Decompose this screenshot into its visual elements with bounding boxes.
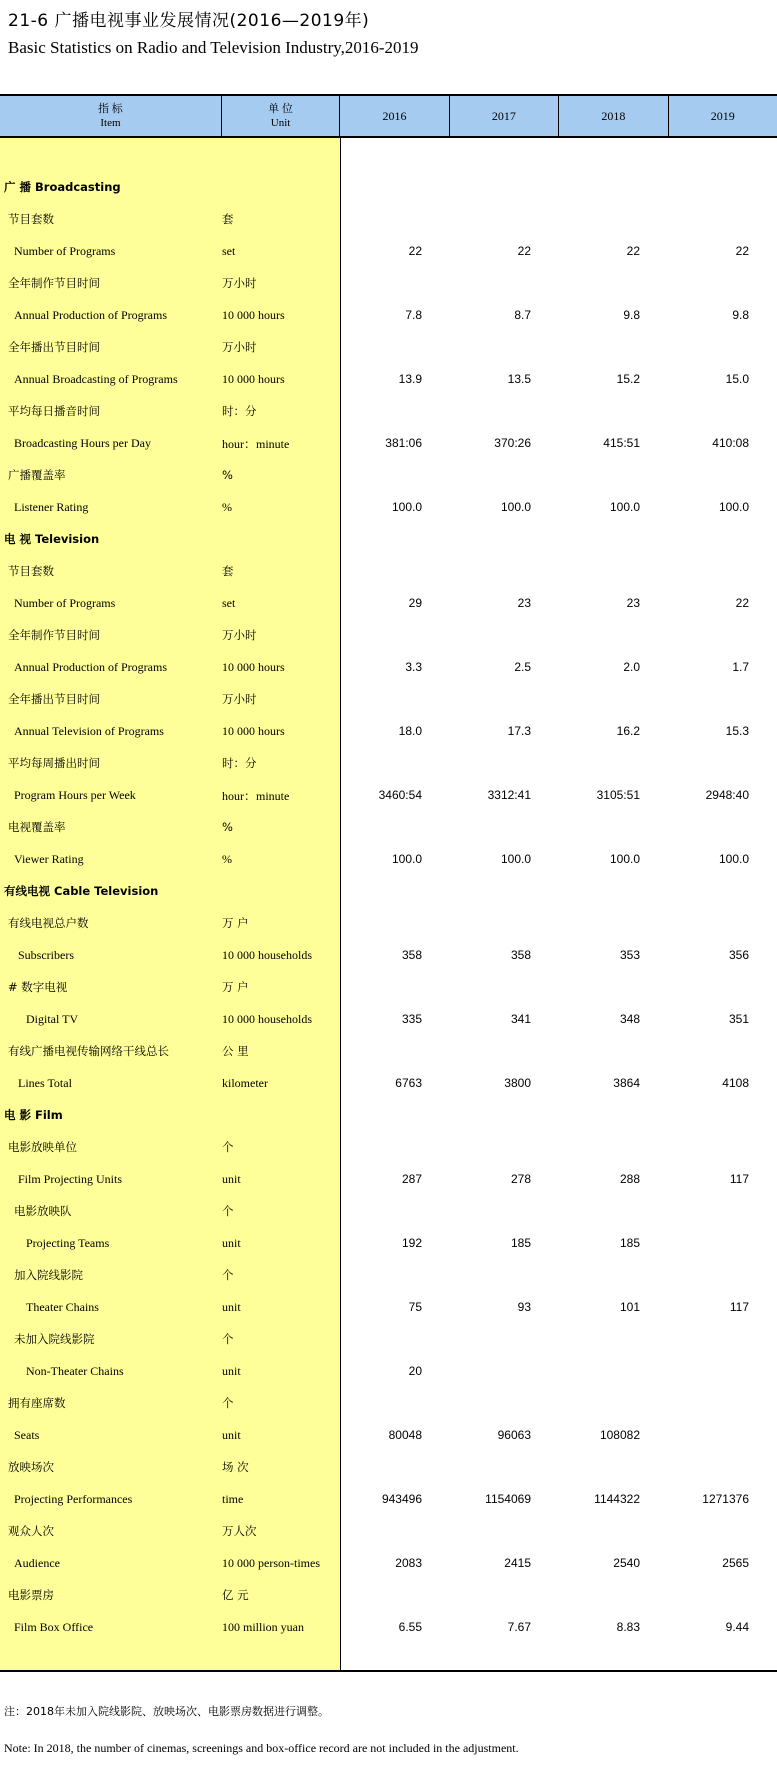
table-row	[0, 683, 777, 715]
value-2019: 22	[735, 244, 749, 258]
value-2016: 287	[401, 1172, 422, 1186]
row-unit: 万小时	[222, 628, 257, 642]
table-row	[0, 395, 777, 427]
value-2017: 185	[510, 1236, 531, 1250]
table-row	[0, 1227, 777, 1259]
row-unit: 万小时	[222, 276, 257, 290]
value-2016: 6.55	[398, 1620, 422, 1634]
section-row	[0, 523, 777, 555]
value-2017: 7.67	[507, 1620, 531, 1634]
value-2016: 6763	[395, 1076, 422, 1090]
table-row	[0, 1611, 777, 1643]
row-item: 电视覆盖率	[8, 820, 66, 834]
row-unit: 亿 元	[222, 1588, 249, 1602]
table-row	[0, 555, 777, 587]
row-unit: 时：分	[222, 756, 257, 770]
row-item: Listener Rating	[14, 499, 89, 514]
row-item: 平均每日播音时间	[8, 404, 100, 418]
table-row	[0, 971, 777, 1003]
statistics-table	[0, 94, 777, 1672]
table-row	[0, 1419, 777, 1451]
section-row	[0, 1099, 777, 1131]
value-2019: 100.0	[718, 500, 749, 514]
value-2019: 4108	[722, 1076, 749, 1090]
value-2017: 13.5	[507, 372, 531, 386]
value-2016: 100.0	[391, 500, 422, 514]
value-2017: 96063	[497, 1428, 531, 1442]
value-2017: 93	[517, 1300, 531, 1314]
value-2018: 16.2	[616, 724, 640, 738]
value-2016: 2083	[395, 1556, 422, 1570]
row-unit: 时：分	[222, 404, 257, 418]
row-item: Projecting Performances	[14, 1491, 133, 1506]
value-2018: 2540	[613, 1556, 640, 1570]
value-2017: 278	[510, 1172, 531, 1186]
value-2019: 15.0	[725, 372, 749, 386]
row-item: 平均每周播出时间	[8, 756, 100, 770]
row-unit: %	[222, 468, 233, 482]
row-unit: kilometer	[222, 1075, 268, 1090]
value-2018: 100.0	[609, 852, 640, 866]
value-2019: 15.3	[725, 724, 749, 738]
row-item: 电影票房	[8, 1588, 54, 1602]
table-row	[0, 619, 777, 651]
value-2017: 370:26	[494, 436, 531, 450]
value-2019: 356	[728, 948, 749, 962]
row-item: 加入院线影院	[14, 1268, 83, 1282]
value-2018: 3105:51	[596, 788, 640, 802]
header-year-2018: 2018	[559, 96, 668, 136]
value-2018: 3864	[613, 1076, 640, 1090]
value-2017: 1154069	[485, 1492, 531, 1506]
header-unit	[222, 96, 340, 136]
table-title-zh: 21-6 广播电视事业发展情况(2016—2019年)	[8, 11, 370, 31]
row-item: 节目套数	[8, 212, 54, 226]
table-row	[0, 1451, 777, 1483]
value-2019: 1.7	[732, 660, 749, 674]
table-row	[0, 1515, 777, 1547]
row-item: 电影放映队	[14, 1204, 72, 1218]
row-unit: 万 户	[222, 916, 249, 930]
row-item: Seats	[14, 1427, 40, 1442]
table-row	[0, 1067, 777, 1099]
row-unit: set	[222, 243, 236, 258]
section-title: 电 视 Television	[4, 532, 100, 546]
table-row	[0, 203, 777, 235]
value-2016: 381:06	[385, 436, 422, 450]
table-row	[0, 491, 777, 523]
value-2018: 100.0	[609, 500, 640, 514]
value-2019: 2948:40	[705, 788, 749, 802]
header-item	[0, 96, 222, 136]
row-item: 有线广播电视传输网络干线总长	[8, 1044, 169, 1058]
row-unit: time	[222, 1491, 244, 1506]
row-unit: 10 000 households	[222, 947, 312, 962]
table-row	[0, 779, 777, 811]
value-2016: 192	[401, 1236, 422, 1250]
row-unit: hour：minute	[222, 788, 290, 803]
header-item-zh: 指 标	[98, 103, 123, 115]
row-unit: 个	[222, 1396, 234, 1410]
value-2017: 3800	[504, 1076, 531, 1090]
row-unit: unit	[222, 1363, 241, 1378]
row-unit: 10 000 hours	[222, 723, 285, 738]
value-2017: 22	[517, 244, 531, 258]
row-item: 节目套数	[8, 564, 54, 578]
row-item: 全年制作节目时间	[8, 276, 100, 290]
row-item: Annual Production of Programs	[14, 659, 167, 674]
value-2016: 7.8	[405, 308, 422, 322]
value-2019: 351	[728, 1012, 749, 1026]
table-row	[0, 299, 777, 331]
value-2018: 1144322	[594, 1492, 640, 1506]
value-2018: 415:51	[603, 436, 640, 450]
row-unit: 10 000 hours	[222, 307, 285, 322]
row-unit: unit	[222, 1171, 241, 1186]
value-2017: 3312:41	[487, 788, 531, 802]
value-2018: 23	[626, 596, 640, 610]
row-item: 全年播出节目时间	[8, 692, 100, 706]
row-unit: 10 000 hours	[222, 659, 285, 674]
value-2018: 288	[619, 1172, 640, 1186]
header-year-2016: 2016	[340, 96, 449, 136]
row-unit: 套	[222, 564, 234, 578]
value-2018: 353	[619, 948, 640, 962]
header-year-2019: 2019	[710, 109, 735, 123]
row-item: Number of Programs	[14, 595, 116, 610]
row-item: Projecting Teams	[26, 1235, 110, 1250]
table-row	[0, 267, 777, 299]
row-item: 观众人次	[8, 1524, 54, 1538]
section-title: 广 播 Broadcasting	[4, 180, 121, 194]
table-row	[0, 427, 777, 459]
value-2018: 2.0	[623, 660, 640, 674]
row-item: Audience	[14, 1555, 60, 1570]
row-item: 电影放映单位	[8, 1140, 77, 1154]
table-row	[0, 331, 777, 363]
value-2016: 100.0	[391, 852, 422, 866]
row-unit: 10 000 person-times	[222, 1555, 320, 1570]
table-row	[0, 1579, 777, 1611]
table-row	[0, 1035, 777, 1067]
table-row	[0, 1291, 777, 1323]
row-item: Viewer Rating	[14, 851, 84, 866]
value-2017: 23	[517, 596, 531, 610]
row-unit: 个	[222, 1140, 234, 1154]
table-row	[0, 1387, 777, 1419]
value-2017: 2415	[504, 1556, 531, 1570]
value-2016: 335	[401, 1012, 422, 1026]
table-row	[0, 843, 777, 875]
row-item: Number of Programs	[14, 243, 116, 258]
table-header	[0, 94, 777, 138]
value-2019: 22	[735, 596, 749, 610]
row-unit: 个	[222, 1204, 234, 1218]
row-item: 广播覆盖率	[8, 468, 66, 482]
row-item: Program Hours per Week	[14, 787, 136, 802]
table-row	[0, 459, 777, 491]
value-2018: 8.83	[616, 1620, 640, 1634]
value-2018: 15.2	[616, 372, 640, 386]
row-item: Broadcasting Hours per Day	[14, 435, 151, 450]
table-row	[0, 363, 777, 395]
value-2018: 348	[619, 1012, 640, 1026]
value-2019: 9.8	[732, 308, 749, 322]
value-2017: 341	[510, 1012, 531, 1026]
row-unit: 万小时	[222, 692, 257, 706]
value-2019: 9.44	[725, 1620, 749, 1634]
value-2017: 17.3	[507, 724, 531, 738]
value-2019: 410:08	[712, 436, 749, 450]
table-row	[0, 235, 777, 267]
row-item: Annual Television of Programs	[14, 723, 164, 738]
table-row	[0, 1259, 777, 1291]
header-year-2017: 2017	[450, 96, 559, 136]
value-2019: 117	[729, 1172, 749, 1186]
row-unit: 万人次	[222, 1524, 257, 1538]
value-2018: 22	[626, 244, 640, 258]
value-2017: 100.0	[500, 852, 531, 866]
row-item: Theater Chains	[26, 1299, 99, 1314]
row-unit: 100 million yuan	[222, 1619, 304, 1634]
value-2016: 20	[408, 1364, 422, 1378]
value-2016: 943496	[381, 1492, 422, 1506]
table-row	[0, 1323, 777, 1355]
table-row	[0, 715, 777, 747]
table-row	[0, 1003, 777, 1035]
section-title: 有线电视 Cable Television	[4, 884, 159, 898]
note-en: Note: In 2018, the number of cinemas, screenings and box-office record are not included in the adjustment.	[4, 1741, 519, 1755]
row-unit: 公 里	[222, 1044, 249, 1058]
value-2019: 117	[729, 1300, 749, 1314]
value-2017: 100.0	[500, 500, 531, 514]
value-2019: 2565	[722, 1556, 749, 1570]
value-2018: 101	[619, 1300, 640, 1314]
row-item: 放映场次	[8, 1460, 54, 1474]
row-item: Lines Total	[18, 1075, 72, 1090]
row-item: 拥有座席数	[8, 1396, 66, 1410]
value-2016: 22	[408, 244, 422, 258]
table-row	[0, 1355, 777, 1387]
section-title: 电 影 Film	[4, 1108, 63, 1122]
row-unit: %	[222, 820, 233, 834]
row-item: Film Box Office	[14, 1619, 94, 1634]
header-unit-en: Unit	[270, 117, 291, 129]
row-unit: 套	[222, 212, 234, 226]
value-2016: 13.9	[398, 372, 422, 386]
table-row	[0, 1131, 777, 1163]
row-unit: set	[222, 595, 236, 610]
table-row	[0, 1195, 777, 1227]
value-2017: 8.7	[514, 308, 531, 322]
row-unit: %	[222, 851, 232, 866]
row-item: Non-Theater Chains	[26, 1363, 124, 1378]
section-row	[0, 171, 777, 203]
value-2016: 3460:54	[378, 788, 422, 802]
row-item: Subscribers	[18, 947, 74, 962]
row-unit: 场 次	[222, 1460, 249, 1474]
note-zh: 注：2018年未加入院线影院、放映场次、电影票房数据进行调整。	[4, 1705, 329, 1718]
row-unit: 个	[222, 1268, 234, 1282]
row-unit: 万小时	[222, 340, 257, 354]
value-2016: 3.3	[405, 660, 422, 674]
table-row	[0, 1163, 777, 1195]
table-row	[0, 1547, 777, 1579]
row-item: Film Projecting Units	[18, 1171, 123, 1186]
row-item: Annual Production of Programs	[14, 307, 167, 322]
row-item: 全年制作节目时间	[8, 628, 100, 642]
row-item: 未加入院线影院	[14, 1332, 95, 1346]
row-unit: unit	[222, 1235, 241, 1250]
row-unit: 万 户	[222, 980, 249, 994]
row-unit: 个	[222, 1332, 234, 1346]
section-row	[0, 875, 777, 907]
header-unit-zh: 单 位	[268, 103, 293, 115]
value-2018: 9.8	[623, 308, 640, 322]
row-unit: unit	[222, 1427, 241, 1442]
table-title-en: Basic Statistics on Radio and Television Industry,2016-2019	[8, 38, 419, 57]
value-2017: 358	[510, 948, 531, 962]
row-unit: hour：minute	[222, 436, 290, 451]
value-2017: 2.5	[514, 660, 531, 674]
row-item: # 数字电视	[8, 980, 68, 994]
value-2016: 75	[408, 1300, 422, 1314]
row-unit: %	[222, 499, 232, 514]
value-2016: 18.0	[398, 724, 422, 738]
row-item: 有线电视总户数	[8, 916, 89, 930]
table-row	[0, 811, 777, 843]
table-row	[0, 939, 777, 971]
table-row	[0, 587, 777, 619]
table-rows	[0, 171, 777, 1643]
value-2016: 358	[401, 948, 422, 962]
row-item: Digital TV	[26, 1011, 79, 1026]
table-row	[0, 651, 777, 683]
value-2016: 29	[408, 596, 422, 610]
table-body	[0, 138, 777, 1672]
row-unit: unit	[222, 1299, 241, 1314]
row-unit: 10 000 hours	[222, 371, 285, 386]
row-item: Annual Broadcasting of Programs	[14, 371, 178, 386]
table-row	[0, 747, 777, 779]
row-item: 全年播出节目时间	[8, 340, 100, 354]
value-2018: 108082	[599, 1428, 640, 1442]
row-unit: 10 000 households	[222, 1011, 312, 1026]
value-2016: 80048	[388, 1428, 422, 1442]
header-item-en: Item	[100, 117, 121, 129]
value-2018: 185	[619, 1236, 640, 1250]
value-2019: 100.0	[718, 852, 749, 866]
table-row	[0, 907, 777, 939]
table-row	[0, 1483, 777, 1515]
value-2019: 1271376	[702, 1492, 749, 1506]
